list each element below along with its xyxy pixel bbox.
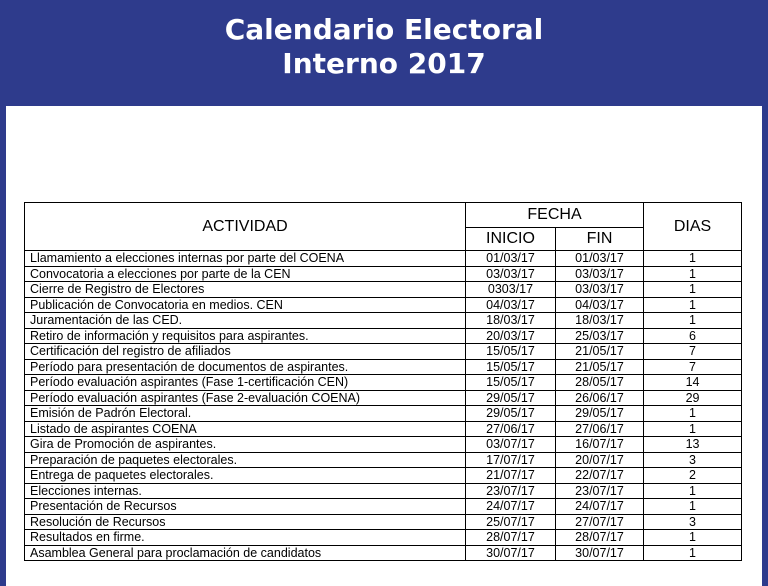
column-header-activity: ACTIVIDAD [25,203,466,251]
start-date-cell: 23/07/17 [466,483,556,499]
activity-cell: Preparación de paquetes electorales. [25,452,466,468]
days-cell: 3 [644,514,742,530]
column-header-start: INICIO [466,228,556,251]
activity-cell: Presentación de Recursos [25,499,466,515]
content-panel [6,106,762,586]
start-date-cell: 17/07/17 [466,452,556,468]
table-row [25,344,742,360]
table-row [25,499,742,515]
column-header-days: DIAS [644,203,742,251]
days-cell: 13 [644,437,742,453]
days-cell: 1 [644,406,742,422]
days-cell: 2 [644,468,742,484]
page-title-line-2: Interno 2017 [282,47,486,80]
days-cell: 1 [644,282,742,298]
table-row [25,545,742,561]
days-cell: 3 [644,452,742,468]
activity-cell: Cierre de Registro de Electores [25,282,466,298]
activity-cell: Gira de Promoción de aspirantes. [25,437,466,453]
table-row [25,406,742,422]
start-date-cell: 28/07/17 [466,530,556,546]
start-date-cell: 25/07/17 [466,514,556,530]
start-date-cell: 29/05/17 [466,390,556,406]
activity-cell: Llamamiento a elecciones internas por parte del COENA [25,251,466,267]
table-row [25,514,742,530]
end-date-cell: 22/07/17 [556,468,644,484]
end-date-cell: 21/05/17 [556,344,644,360]
days-cell: 6 [644,328,742,344]
days-cell: 1 [644,313,742,329]
table-row [25,421,742,437]
table-row [25,530,742,546]
end-date-cell: 26/06/17 [556,390,644,406]
table-row [25,468,742,484]
days-cell: 1 [644,266,742,282]
end-date-cell: 03/03/17 [556,266,644,282]
start-date-cell: 03/03/17 [466,266,556,282]
days-cell: 7 [644,344,742,360]
start-date-cell: 15/05/17 [466,375,556,391]
table-row [25,483,742,499]
days-cell: 1 [644,499,742,515]
start-date-cell: 04/03/17 [466,297,556,313]
activity-cell: Resultados en firme. [25,530,466,546]
start-date-cell: 24/07/17 [466,499,556,515]
days-cell: 1 [644,251,742,267]
end-date-cell: 03/03/17 [556,282,644,298]
activity-cell: Retiro de información y requisitos para aspirantes. [25,328,466,344]
table-row [25,390,742,406]
start-date-cell: 01/03/17 [466,251,556,267]
days-cell: 7 [644,359,742,375]
table-row [25,282,742,298]
end-date-cell: 28/05/17 [556,375,644,391]
start-date-cell: 18/03/17 [466,313,556,329]
start-date-cell: 0303/17 [466,282,556,298]
activity-cell: Entrega de paquetes electorales. [25,468,466,484]
end-date-cell: 27/06/17 [556,421,644,437]
days-cell: 14 [644,375,742,391]
days-cell: 1 [644,545,742,561]
table-row [25,437,742,453]
activity-cell: Período evaluación aspirantes (Fase 1-certificación CEN) [25,375,466,391]
days-cell: 29 [644,390,742,406]
activity-cell: Período para presentación de documentos de aspirantes. [25,359,466,375]
end-date-cell: 29/05/17 [556,406,644,422]
table-row [25,452,742,468]
end-date-cell: 20/07/17 [556,452,644,468]
activity-cell: Emisión de Padrón Electoral. [25,406,466,422]
start-date-cell: 29/05/17 [466,406,556,422]
table-row [25,359,742,375]
start-date-cell: 15/05/17 [466,359,556,375]
end-date-cell: 24/07/17 [556,499,644,515]
end-date-cell: 21/05/17 [556,359,644,375]
table-row [25,328,742,344]
start-date-cell: 21/07/17 [466,468,556,484]
activity-cell: Convocatoria a elecciones por parte de la CEN [25,266,466,282]
start-date-cell: 03/07/17 [466,437,556,453]
start-date-cell: 20/03/17 [466,328,556,344]
start-date-cell: 15/05/17 [466,344,556,360]
days-cell: 1 [644,483,742,499]
activity-cell: Listado de aspirantes COENA [25,421,466,437]
start-date-cell: 27/06/17 [466,421,556,437]
activity-cell: Certificación del registro de afiliados [25,344,466,360]
table-row [25,297,742,313]
end-date-cell: 30/07/17 [556,545,644,561]
end-date-cell: 18/03/17 [556,313,644,329]
activity-cell: Período evaluación aspirantes (Fase 2-evaluación COENA) [25,390,466,406]
table-row [25,266,742,282]
electoral-calendar-table [24,202,742,561]
activity-cell: Asamblea General para proclamación de candidatos [25,545,466,561]
page-header [0,0,768,106]
days-cell: 1 [644,421,742,437]
days-cell: 1 [644,297,742,313]
table-row [25,313,742,329]
end-date-cell: 01/03/17 [556,251,644,267]
page-title-line-1: Calendario Electoral [224,13,544,46]
days-cell: 1 [644,530,742,546]
activity-cell: Elecciones internas. [25,483,466,499]
column-header-end: FIN [556,228,644,251]
table-row [25,375,742,391]
table-row [25,251,742,267]
column-header-date: FECHA [466,203,644,228]
end-date-cell: 28/07/17 [556,530,644,546]
activity-cell: Resolución de Recursos [25,514,466,530]
end-date-cell: 25/03/17 [556,328,644,344]
activity-cell: Juramentación de las CED. [25,313,466,329]
end-date-cell: 23/07/17 [556,483,644,499]
end-date-cell: 27/07/17 [556,514,644,530]
activity-cell: Publicación de Convocatoria en medios. CEN [25,297,466,313]
end-date-cell: 16/07/17 [556,437,644,453]
start-date-cell: 30/07/17 [466,545,556,561]
end-date-cell: 04/03/17 [556,297,644,313]
